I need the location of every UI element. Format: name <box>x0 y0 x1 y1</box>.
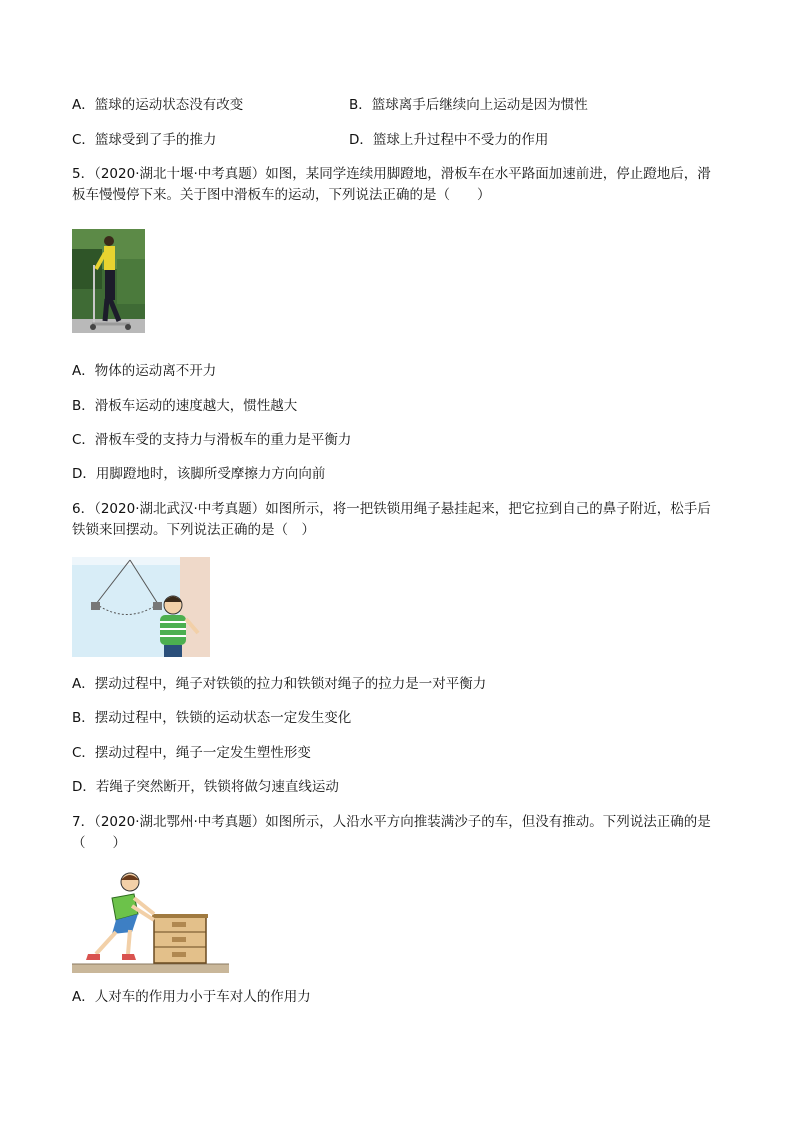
q6-stem-line2: 铁锁来回摆动。下列说法正确的是（ ） <box>72 522 315 538</box>
q5-option-b: B．滑板车运动的速度越大，惯性越大 <box>72 398 298 414</box>
q7-stem-line1: 7．（2020·湖北鄂州·中考真题）如图所示，人沿水平方向推装满沙子的车，但没有推动。下列说法正确的是 <box>72 814 711 830</box>
q6-option-b: B．摆动过程中，铁锁的运动状态一定发生变化 <box>72 710 352 726</box>
q5-stem-line1: 5．（2020·湖北十堰·中考真题）如图，某同学连续用脚蹬地，滑板车在水平路面加速前进，停止蹬地后，滑 <box>72 166 711 182</box>
q5-scooter-figure <box>72 229 145 333</box>
q7-option-a: A．人对车的作用力小于车对人的作用力 <box>72 989 311 1005</box>
q4-option-b: B．篮球离手后继续向上运动是因为惯性 <box>349 97 588 113</box>
q6-option-a: A．摆动过程中，绳子对铁锁的拉力和铁锁对绳子的拉力是一对平衡力 <box>72 676 487 692</box>
q6-option-d: D．若绳子突然断开，铁锁将做匀速直线运动 <box>72 779 339 795</box>
q5-stem-line2: 板车慢慢停下来。关于图中滑板车的运动，下列说法正确的是（ ） <box>72 187 491 203</box>
q4-option-c: C．篮球受到了手的推力 <box>72 132 217 148</box>
q5-option-c: C．滑板车受的支持力与滑板车的重力是平衡力 <box>72 432 352 448</box>
q7-stem-line2: （ ） <box>72 835 126 851</box>
q4-option-d: D．篮球上升过程中不受力的作用 <box>349 132 549 148</box>
q6-option-c: C．摆动过程中，绳子一定发生塑性形变 <box>72 745 311 761</box>
q6-stem-line1: 6．（2020·湖北武汉·中考真题）如图所示，将一把铁锁用绳子悬挂起来，把它拉到自己的鼻子附近，松手后 <box>72 501 711 517</box>
q5-option-a: A．物体的运动离不开力 <box>72 363 217 379</box>
q7-pushing-cart-figure <box>72 870 229 973</box>
q5-option-d: D．用脚蹬地时，该脚所受摩擦力方向向前 <box>72 466 326 482</box>
q4-option-a: A．篮球的运动状态没有改变 <box>72 97 244 113</box>
q6-pendulum-figure <box>72 557 210 657</box>
